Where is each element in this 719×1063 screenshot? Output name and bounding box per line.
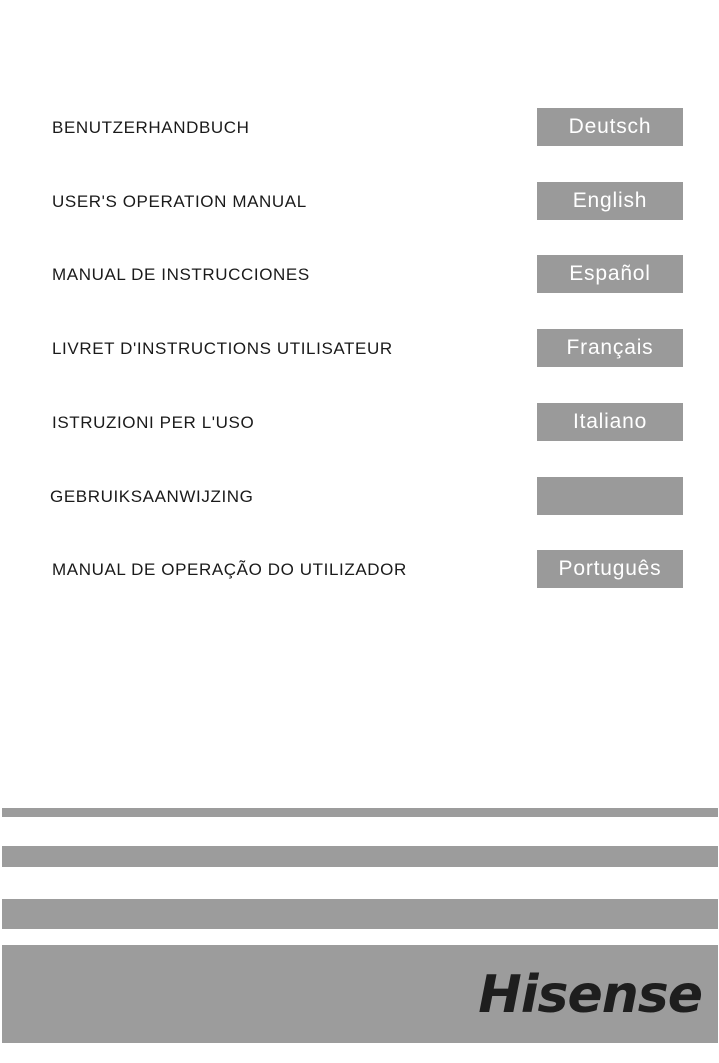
decorative-stripe xyxy=(2,808,718,817)
manual-row-deutsch xyxy=(0,108,719,148)
manual-title: LIVRET D'INSTRUCTIONS UTILISATEUR xyxy=(52,339,393,358)
language-badge-francais[interactable]: Français xyxy=(537,329,683,367)
manual-title: GEBRUIKSAANWIJZING xyxy=(50,487,254,506)
manual-row-portugues xyxy=(0,550,719,590)
language-badge-deutsch[interactable]: Deutsch xyxy=(537,108,683,146)
language-badge-espanol[interactable]: Español xyxy=(537,255,683,293)
language-badge-italiano[interactable]: Italiano xyxy=(537,403,683,441)
brand-band xyxy=(2,945,718,1043)
decorative-stripe xyxy=(2,899,718,929)
manual-row-espanol xyxy=(0,255,719,295)
manual-title: USER'S OPERATION MANUAL xyxy=(52,192,307,211)
manual-title: ISTRUZIONI PER L'USO xyxy=(52,413,255,432)
language-badge-english[interactable]: English xyxy=(537,182,683,220)
manual-title: MANUAL DE INSTRUCCIONES xyxy=(52,265,310,284)
manual-row-english xyxy=(0,182,719,222)
decorative-stripe xyxy=(2,846,718,867)
manual-row-nederlands xyxy=(0,477,719,517)
manual-row-italiano xyxy=(0,403,719,443)
language-badge-portugues[interactable]: Português xyxy=(537,550,683,588)
manual-row-francais xyxy=(0,329,719,369)
manual-title: MANUAL DE OPERAÇÃO DO UTILIZADOR xyxy=(52,560,407,579)
manual-title: BENUTZERHANDBUCH xyxy=(52,118,250,137)
brand-logo: Hisense xyxy=(478,965,702,1025)
language-badge-nederlands[interactable] xyxy=(537,477,683,515)
